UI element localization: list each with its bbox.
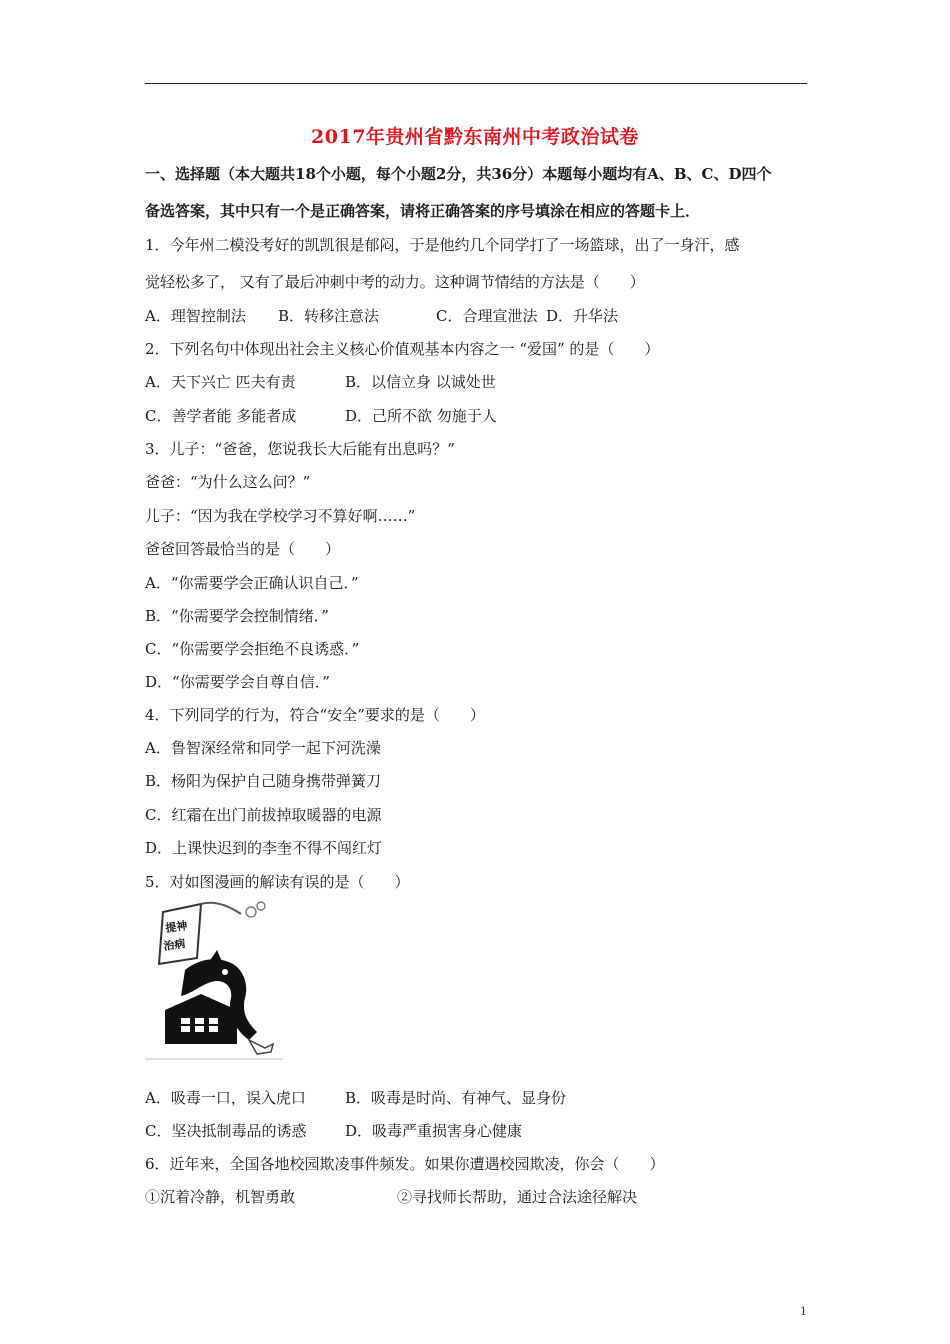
cartoon-banner-text-2: 治病 (162, 937, 187, 953)
q6-stem: 6．近年来，全国各地校园欺凌事件频发。如果你遭遇校园欺凌，你会（ ） (145, 1155, 665, 1173)
q2-stem: 2．下列名句中体现出社会主义核心价值观基本内容之一 “爱国” 的是（ ） (145, 340, 660, 358)
q5-option-a: A．吸毒一口，误入虎口 (145, 1089, 306, 1107)
q1-stem-line1: 1．今年州二模没考好的凯凯很是郁闷，于是他约几个同学打了一场篮球，出了一身汗，感 (145, 236, 740, 254)
q3-option-a: A．“你需要学会正确认识自己．” (145, 574, 359, 592)
cartoon-monster-ear (209, 950, 223, 964)
q3-dialogue-line1: 3．儿子：“爸爸，您说我长大后能有出息吗？” (145, 440, 455, 458)
q3-option-b: B．“你需要学会控制情绪．” (145, 607, 329, 625)
q6-options-row1 (145, 1186, 637, 1207)
q3-stem: 爸爸回答最恰当的是（ ） (145, 540, 341, 558)
cartoon-banner-text-1: 提神 (164, 919, 189, 935)
q1-option-d: D．升华法 (546, 307, 619, 325)
q5-options-row2 (145, 1120, 522, 1141)
q6-option-1: ①沉着冷静，机智勇敢 (145, 1188, 296, 1206)
q6-option-2: ②寻找师长帮助，通过合法途径解决 (397, 1188, 638, 1206)
anti-drug-cartoon (145, 898, 283, 1060)
q4-option-d: D．上课快迟到的李奎不得不闯红灯 (145, 839, 383, 857)
q3-dialogue-line2: 爸爸：“为什么这么问？” (145, 473, 311, 491)
q3-option-d: D．“你需要学会自尊自信．” (145, 673, 330, 691)
q1-options (145, 305, 618, 326)
cartoon-smoke-2 (257, 902, 265, 910)
cartoon-fallen-figure (249, 1040, 273, 1054)
q4-option-a: A．鲁智深经常和同学一起下河洗澡 (145, 739, 381, 757)
q4-stem: 4．下列同学的行为，符合“安全”要求的是（ ） (145, 706, 485, 724)
q3-option-c: C．“你需要学会拒绝不良诱惑．” (145, 640, 360, 658)
q2-option-c: C．善学者能 多能者成 (145, 407, 297, 425)
q5-options-row1 (145, 1087, 566, 1108)
q5-stem: 5．对如图漫画的解读有误的是（ ） (145, 873, 410, 891)
q1-stem-line2: 觉轻松多了， 又有了最后冲刺中考的动力。这种调节情结的方法是（ ） (145, 273, 645, 291)
section-instruction-line1: 一、选择题（本大题共18个小题，每个小题2分，共36分）本题每小题均有A、B、C、D四个 (145, 165, 772, 183)
q1-option-b: B．转移注意法 (278, 307, 380, 325)
q2-options-row2 (145, 405, 497, 426)
page-title: 2017年贵州省黔东南州中考政治试卷 (311, 126, 639, 148)
q4-option-b: B．杨阳为保护自己随身携带弹簧刀 (145, 772, 382, 790)
q4-option-c: C．红霜在出门前拔掉取暖器的电源 (145, 806, 382, 824)
q3-dialogue-line3: 儿子：“因为我在学校学习不算好啊……” (145, 507, 416, 525)
q1-option-a: A．理智控制法 (145, 307, 246, 325)
header-rule (145, 83, 807, 84)
cartoon-smoke-1 (246, 907, 256, 917)
q5-option-b: B．吸毒是时尚、有神气、显身份 (345, 1089, 567, 1107)
q2-option-b: B．以信立身 以诚处世 (345, 373, 496, 391)
q2-options-row1 (145, 371, 496, 392)
page-number: 1 (800, 1305, 807, 1318)
q5-option-c: C．坚决抵制毒品的诱惑 (145, 1122, 307, 1140)
cartoon-banner-pole (201, 903, 241, 914)
section-instruction-line2: 备选答案，其中只有一个是正确答案，请将正确答案的序号填涂在相应的答题卡上． (145, 202, 701, 220)
q1-option-c: C．合理宣泄法 (436, 307, 538, 325)
q2-option-a: A．天下兴亡 匹夫有责 (145, 373, 296, 391)
q5-option-d: D．吸毒严重损害身心健康 (345, 1122, 523, 1140)
q2-option-d: D．己所不欲 勿施于人 (345, 407, 497, 425)
cartoon-monster-eye (222, 969, 228, 975)
